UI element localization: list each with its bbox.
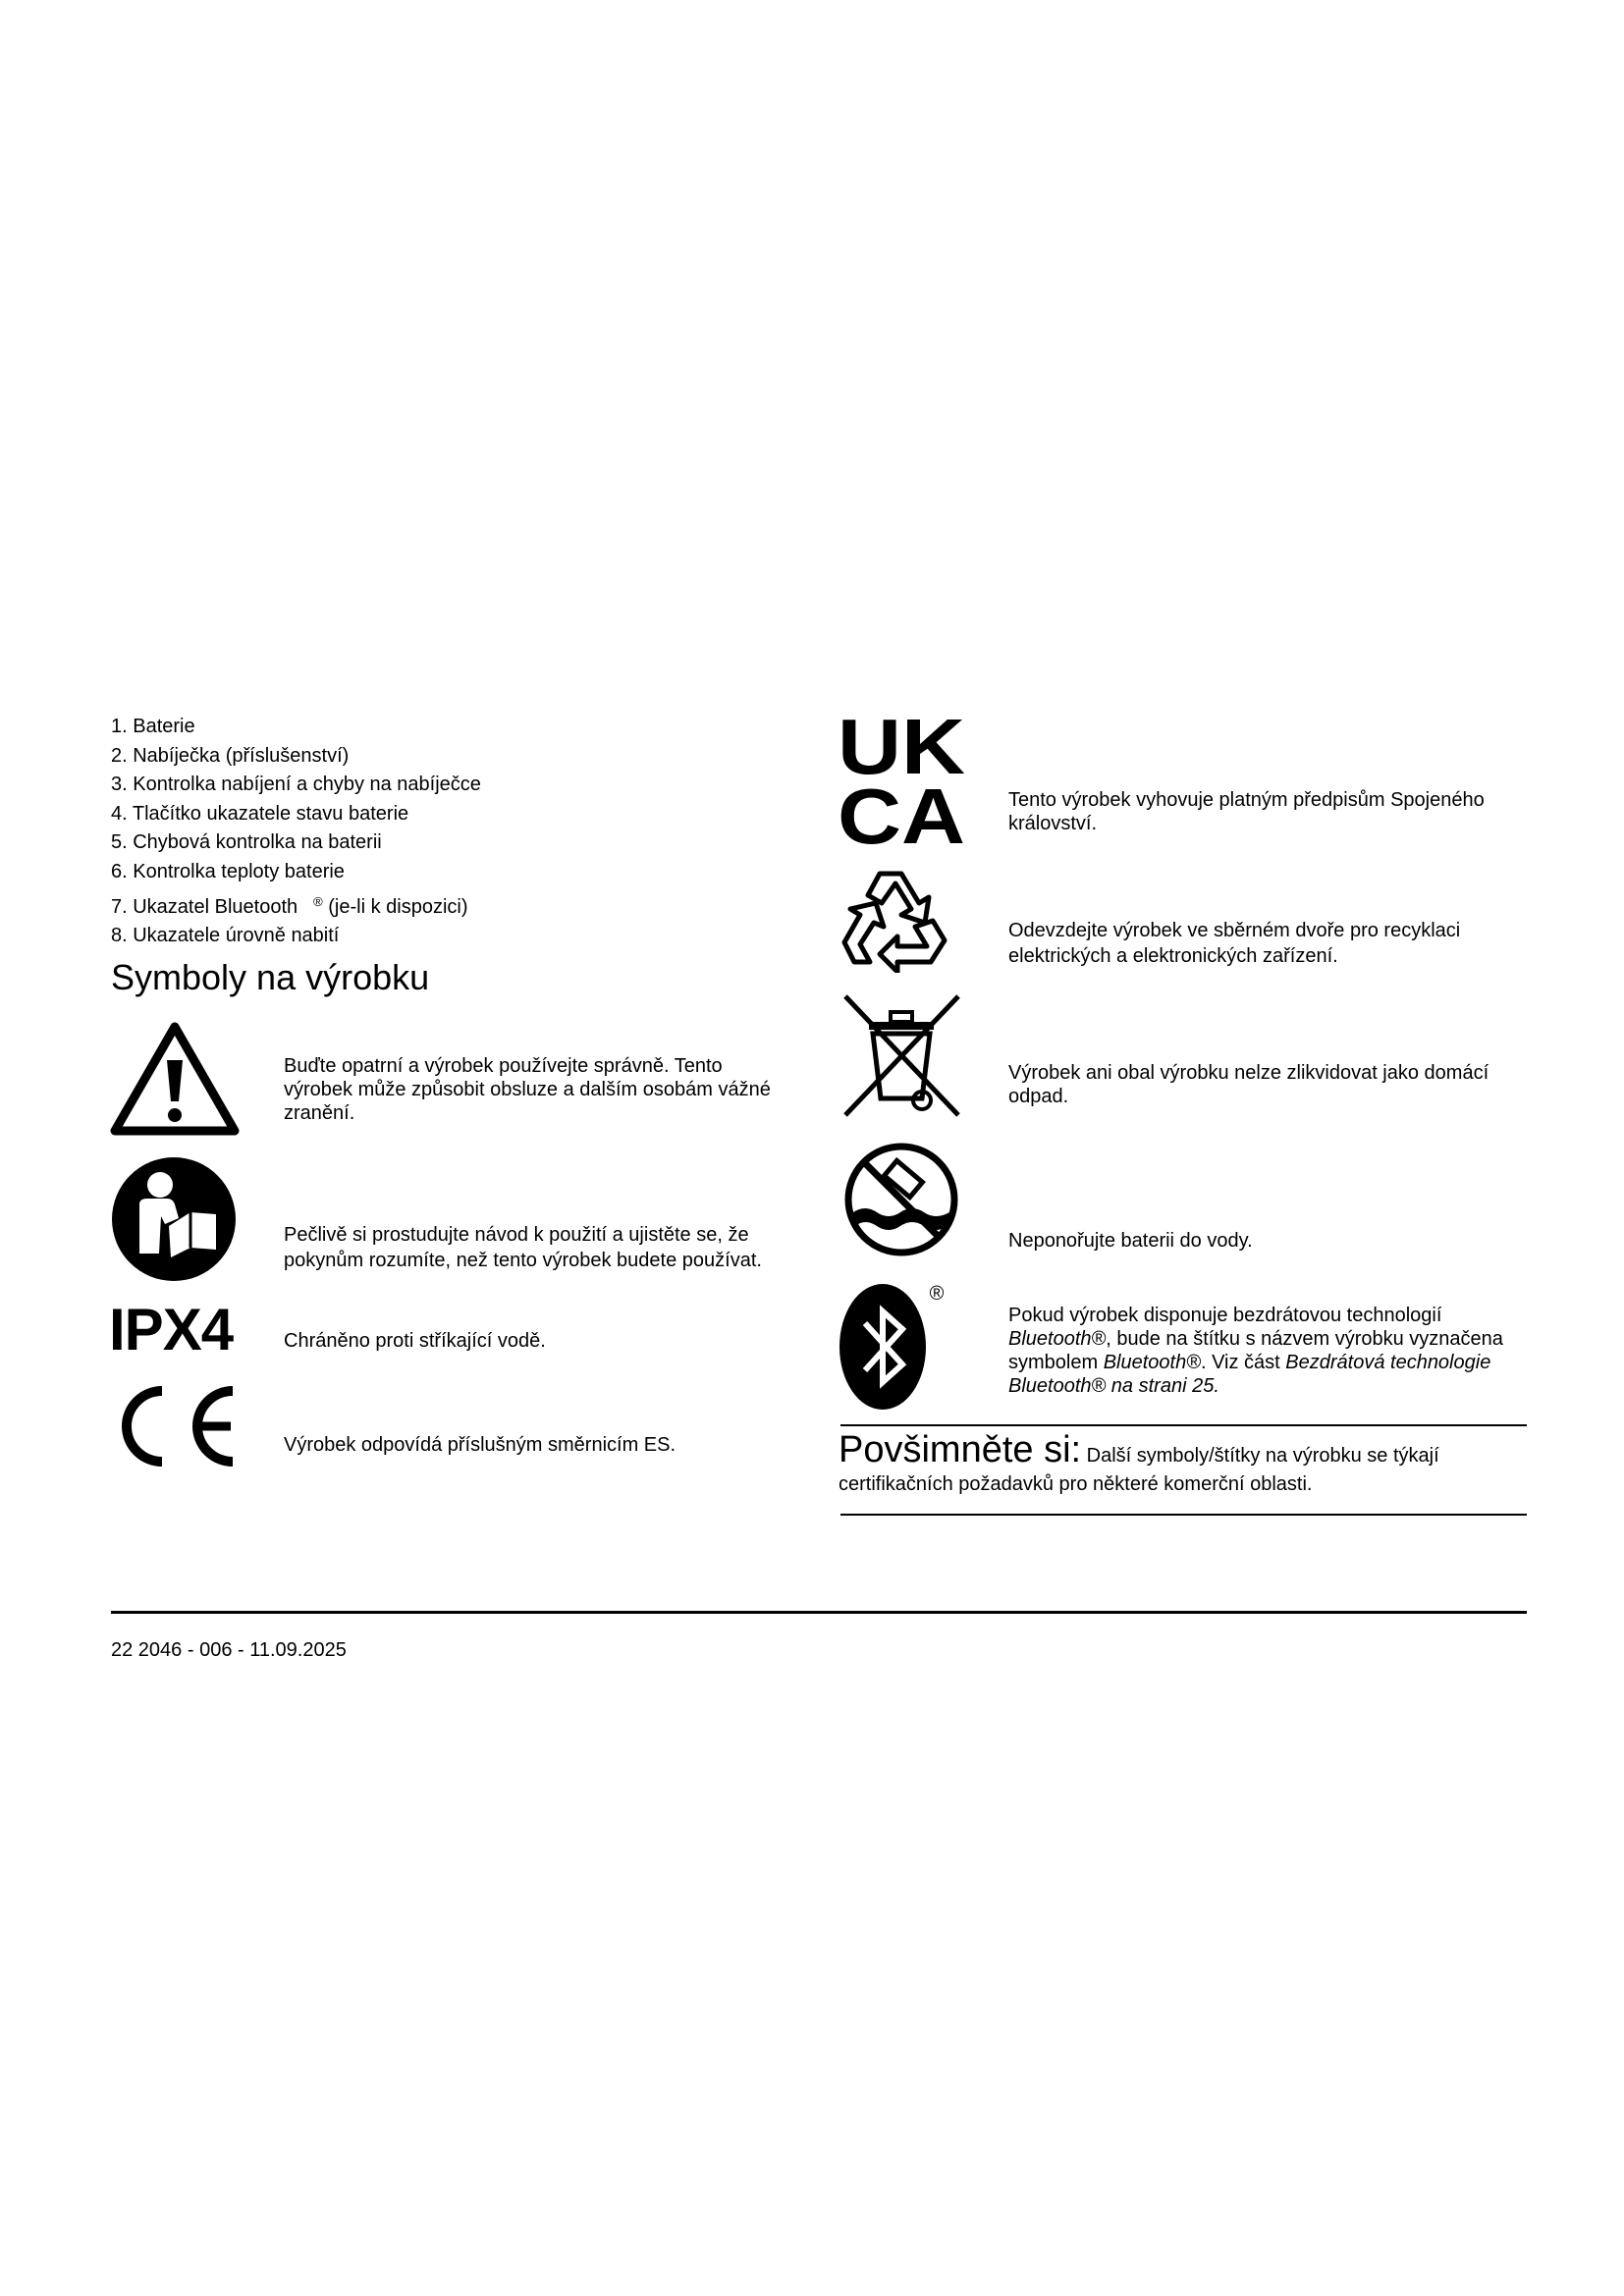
section-reference-link[interactable]: Bezdrátová technologie Bluetooth® [1008, 1352, 1491, 1397]
note-top-rule [840, 1424, 1527, 1426]
parts-list [111, 713, 481, 951]
ce-mark-icon [111, 1381, 241, 1471]
footer-document-id: 22 2046 - 006 - 11.09.2025 [111, 1639, 347, 1661]
registered-mark: ® [313, 893, 323, 909]
ukca-mark-bottom: CA [838, 773, 965, 847]
parts-list-item: 3. Kontrolka nabíjení a chyby na nabíječce [111, 774, 481, 796]
parts-list-item-label: 7. Ukazatel Bluetooth [111, 895, 298, 918]
bluetooth-text [1008, 1304, 1539, 1398]
parts-list-item: 4. Tlačítko ukazatele stavu baterie [111, 802, 409, 825]
parts-list-item: 1. Baterie [111, 716, 195, 737]
page-reference: na strani 25 [1106, 1375, 1215, 1397]
weee-text: Výrobek ani obal výrobku nelze zlikvidovat jako domácí odpad. [1008, 1062, 1489, 1107]
section-title: Symboly na výrobku [111, 957, 430, 997]
bluetooth-term: Bluetooth® [1103, 1352, 1201, 1373]
bluetooth-text-end: . [1214, 1375, 1219, 1397]
bluetooth-term: Bluetooth® [1008, 1328, 1107, 1350]
parts-list-item-suffix: (je-li k dispozici) [322, 895, 468, 918]
warning-text: Buďte opatrní a výrobek používejte správně. Tento výrobek může způsobit obsluze a dalším osobám vážné zranění. [284, 1055, 771, 1124]
no-water-immersion-icon [843, 1142, 959, 1257]
read-manual-icon [110, 1155, 238, 1283]
ukca-mark-top: UK [838, 713, 966, 790]
ukca-text: Tento výrobek vyhovuje platným předpisům Spojeného království. [1008, 789, 1485, 834]
bluetooth-registered-mark: ® [929, 1283, 945, 1305]
note-bottom-rule [840, 1514, 1527, 1516]
note-box [839, 1428, 1526, 1497]
note-heading: Povšimněte si: [839, 1429, 1082, 1470]
warning-triangle-icon [110, 1021, 240, 1137]
no-water-text: Neponořujte baterii do vody. [1008, 1230, 1253, 1252]
recycle-icon [840, 860, 953, 973]
read-manual-text: Pečlivě si prostudujte návod k použití a ujistěte se, že pokynům rozumíte, než tento výrobek budete používat. [284, 1224, 762, 1271]
weee-crossed-bin-icon [841, 994, 962, 1117]
bluetooth-text-part3: . Viz část [1200, 1352, 1286, 1373]
parts-list-item: 8. Ukazatele úrovně nabití [111, 925, 340, 947]
parts-list-item: 2. Nabíječka (příslušenství) [111, 744, 350, 767]
recycle-text: Odevzdejte výrobek ve sběrném dvoře pro recyklaci elektrických a elektronických zařízení. [1008, 920, 1461, 967]
parts-list-item: 6. Kontrolka teploty baterie [111, 860, 345, 882]
footer-rule [111, 1611, 1527, 1614]
parts-list-item: 5. Chybová kontrolka na baterii [111, 831, 382, 854]
ukca-mark-icon [838, 713, 970, 847]
ipx4-mark: IPX4 [109, 1297, 234, 1362]
note-text: Další symboly/štítky na výrobku se týkají certifikačních požadavků pro některé komerční oblasti. [839, 1445, 1439, 1495]
ce-text: Výrobek odpovídá příslušným směrnicím ES. [284, 1434, 677, 1456]
bluetooth-icon [838, 1278, 955, 1412]
bluetooth-text-part1: Pokud výrobek disponuje bezdrátovou technologií [1008, 1305, 1442, 1326]
parts-list-item [111, 887, 481, 923]
bluetooth-text-part2: , bude na štítku s názvem výrobku vyznačena symbolem [1008, 1328, 1503, 1373]
ipx4-text: Chráněno proti stříkající vodě. [284, 1330, 546, 1352]
